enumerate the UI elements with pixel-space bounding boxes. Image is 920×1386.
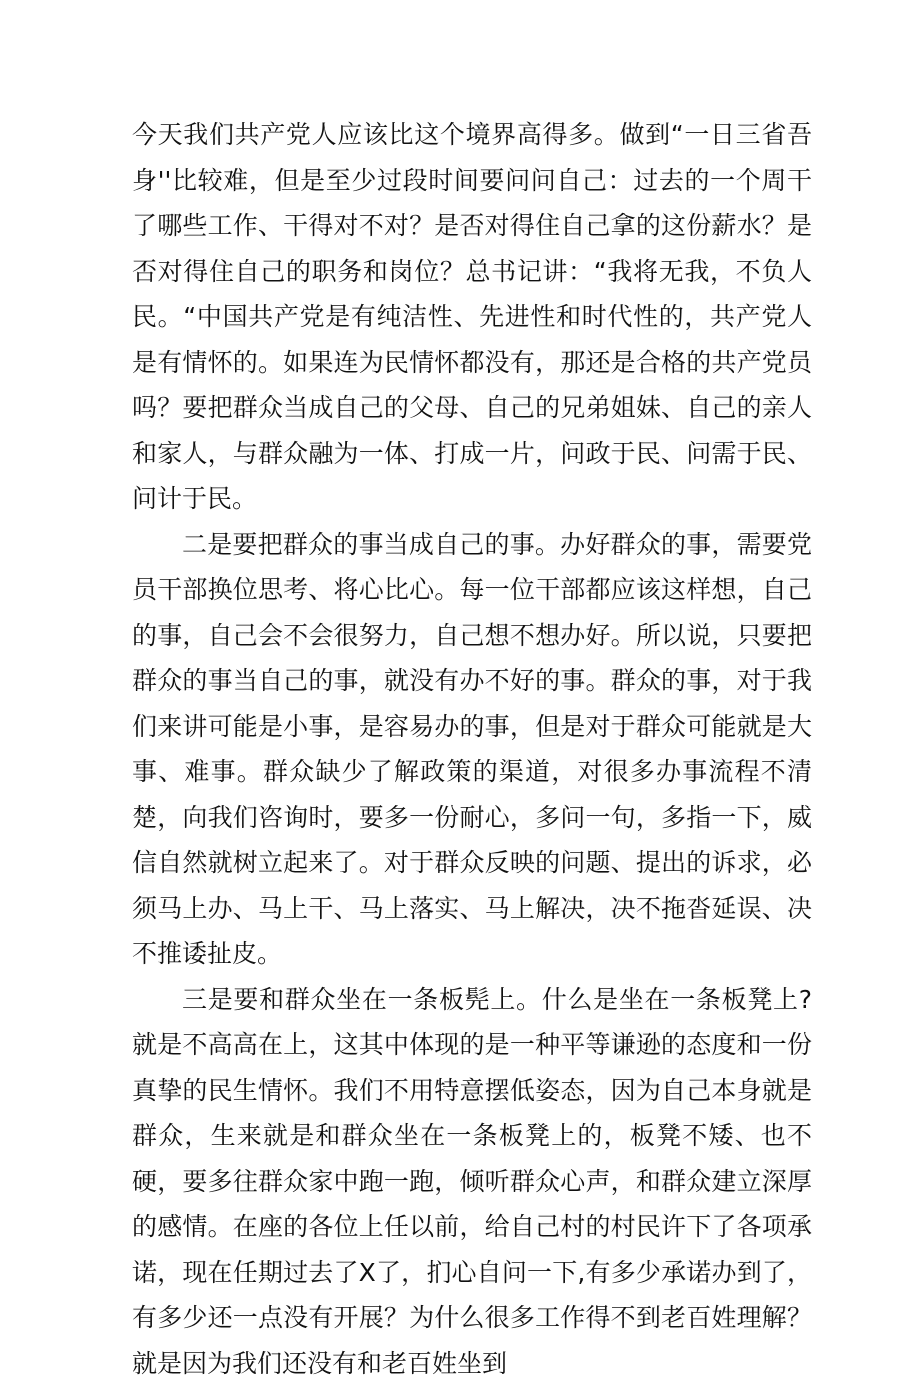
paragraph-1: 今天我们共产党人应该比这个境界高得多。做到“一日三省吾身''比较难，但是至少过段时间要问问自己：过去的一个周干了哪些工作、干得对不对？是否对得住自己拿的这份薪水？是否对得住自己的职务和岗位？总书记讲：“我将无我，不负人民。“中国共产党是有纯洁性、先进性和时代性的，共产党人是有情怀的。如果连为民情怀都没有，那还是合格的共产党员吗？要把群众当成自己的父母、自己的兄弟姐妹、自己的亲人和家人，与群众融为一体、打成一片，问政于民、问需于民、问计于民。 [132, 112, 812, 522]
paragraph-2: 二是要把群众的事当成自己的事。办好群众的事，需要党员干部换位思考、将心比心。每一位干部都应该这样想，自己的事，自己会不会很努力，自己想不想办好。所以说，只要把群众的事当自己的事，就没有办不好的事。群众的事，对于我们来讲可能是小事，是容易办的事，但是对于群众可能就是大事、难事。群众缺少了解政策的渠道，对很多办事流程不清楚，向我们咨询时，要多一份耐心，多问一句，多指一下，威信自然就树立起来了。对于群众反映的问题、提出的诉求，必须马上办、马上干、马上落实、马上解决，决不拖沓延误、决不推诿扯皮。 [132, 522, 812, 977]
paragraph-3: 三是要和群众坐在一条板髡上。什么是坐在一条板凳上?就是不高高在上，这其中体现的是一种平等谦逊的态度和一份真挚的民生情怀。我们不用特意摆低姿态，因为自己本身就是群众，生来就是和群众坐在一条板凳上的，板凳不矮、也不硬，要多往群众家中跑一跑，倾听群众心声，和群众建立深厚的感情。在座的各位上任以前，给自己村的村民许下了各项承诺，现在任期过去了X了，扪心自问一下,有多少承诺办到了，有多少还一点没有开展？为什么很多工作得不到老百姓理解？就是因为我们还没有和老百姓坐到 [132, 977, 812, 1386]
document-body [132, 112, 812, 1386]
